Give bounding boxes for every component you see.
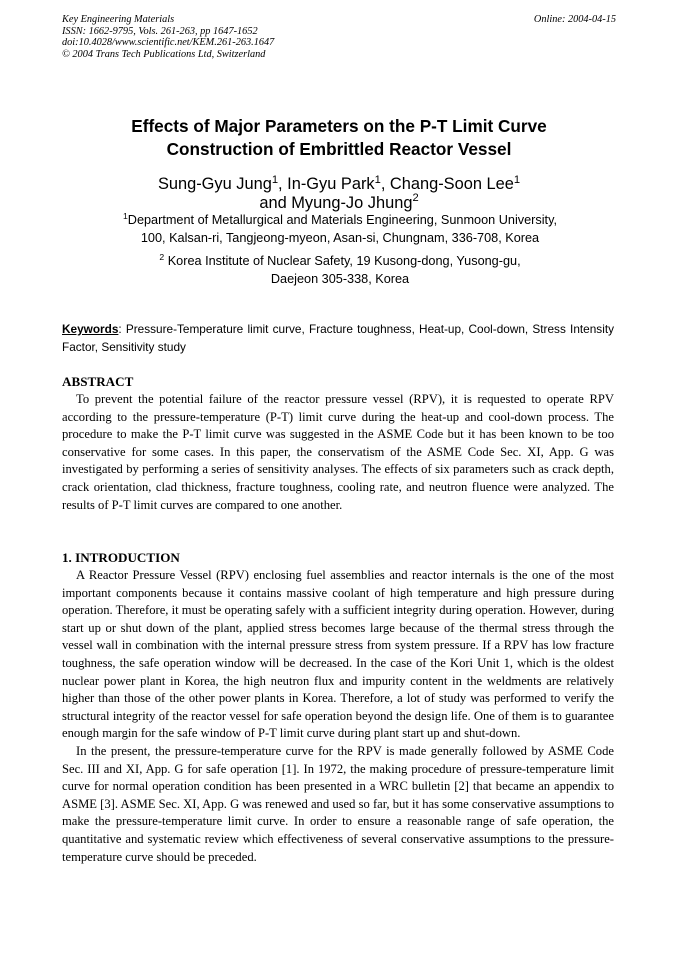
author-affiliation-mark: 1 <box>374 173 381 186</box>
author-name: , In-Gyu Park <box>278 175 375 193</box>
introduction-body <box>62 567 614 866</box>
author-line-2 <box>40 194 638 213</box>
journal-header <box>62 14 616 60</box>
author-affiliation-mark: 1 <box>513 173 521 186</box>
affiliation-mark: 1 <box>122 211 128 222</box>
author-name: , Chang-Soon Lee <box>380 175 514 193</box>
journal-name: Key Engineering Materials <box>62 14 175 25</box>
keywords-label: Keywords <box>62 322 119 336</box>
abstract-heading: ABSTRACT <box>62 374 134 389</box>
online-date: Online: 2004-04-15 <box>533 14 616 25</box>
keywords-text: : Pressure-Temperature limit curve, Fracture toughness, Heat-up, Cool-down, Stress Intensity Factor, Sensitivity study <box>62 322 614 354</box>
affiliation-2-line-1: Korea Institute of Nuclear Safety, 19 Kusong-dong, Yusong-gu, <box>167 254 521 268</box>
title-line-2: Construction of Embrittled Reactor Vessel <box>166 138 512 159</box>
introduction-heading: 1. INTRODUCTION <box>62 550 180 565</box>
keywords <box>62 321 614 356</box>
abstract-paragraph: To prevent the potential failure of the reactor pressure vessel (RPV), it is requested to operate RPV according to the pressure-temperature (P-T) limit curve during the heat-up and cool-down process. The procedure to make the P-T limit curve was suggested in the ASME Code but it has been known to be too conservative for some cases. In this paper, the conservatism of the ASME Code Sec. XI, App. G was investigated by performing a series of sensitivity analyses. The effects of six parameters such as crack depth, crack orientation, clad thickness, fracture toughness, cooling rate, and neutron fluence were analyzed. The results of P-T limit curves are compared to one another. <box>62 392 614 512</box>
affiliation-2-line-2: Daejeon 305-338, Korea <box>270 271 410 286</box>
title-line-1: Effects of Major Parameters on the P-T Limit Curve <box>131 116 547 136</box>
journal-copyright: © 2004 Trans Tech Publications Ltd, Switzerland <box>62 48 266 60</box>
affiliation-2 <box>80 253 600 288</box>
author-line-1 <box>40 175 638 194</box>
author-name: and Myung-Jo Jhung <box>259 193 413 212</box>
author-affiliation-mark: 2 <box>412 192 419 205</box>
affiliation-mark: 2 <box>159 252 165 263</box>
paper-title <box>40 115 638 160</box>
journal-issn: ISSN: 1662-9795, Vols. 261-263, pp 1647-1652 <box>62 25 258 37</box>
author-list <box>40 175 638 212</box>
author-name: Sung-Gyu Jung <box>157 175 272 193</box>
affiliation-1-line-1: Department of Metallurgical and Materials Engineering, Sunmoon University, <box>127 213 558 227</box>
introduction-paragraph-2: In the present, the pressure-temperature curve for the RPV is made generally followed by ASME Code Sec. III and XI, App. G for safe operation [1]. In 1972, the making procedure of pressure-temperature limit curve for normal operation condition has been presented in a WRC bulletin [2] that became an appendix to ASME [3]. ASME Sec. XI, App. G was renewed and used so far, but it has some conservative assumptions to make the pressure-temperature limit curve. In order to ensure a reasonable range of safe operation, the quantitative and systematic review which effectiveness of several conservative assumptions to the pressure-temperature curve should be preceded. <box>62 743 614 864</box>
author-affiliation-mark: 1 <box>271 173 279 186</box>
journal-doi: doi:10.4028/www.scientific.net/KEM.261-263.1647 <box>62 37 275 49</box>
affiliation-1 <box>60 212 620 247</box>
affiliation-1-line-2: 100, Kalsan-ri, Tangjeong-myeon, Asan-si, Chungnam, 336-708, Korea <box>140 230 540 245</box>
introduction-paragraph-1: A Reactor Pressure Vessel (RPV) enclosing fuel assemblies and reactor internals is the one of the most important components because it contains massive coolant of high temperature and high pressure during operation. Therefore, it must be operating safely with a sufficient integrity during operation. However, during start up or shut down of the plant, applied stress becomes large because of the thermal stress through the vessel wall in combination with the internal pressure stress from system pressure. If a RPV has low fracture toughness, the safe operation window will be decreased. In the case of the Kori Unit 1, which is the oldest nuclear power plant in Korea, the high neutron flux and impurity content in the weldments are relatively higher than those of the other power plants in Korea. Therefore, a lot of study was performed to verify the structural integrity of the reactor vessel for safe operation beyond the design life. One of them is to guarantee enough margin for the safe window of P-T limit curve during plant start up and shut-down. <box>62 568 614 741</box>
abstract-body <box>62 391 614 514</box>
